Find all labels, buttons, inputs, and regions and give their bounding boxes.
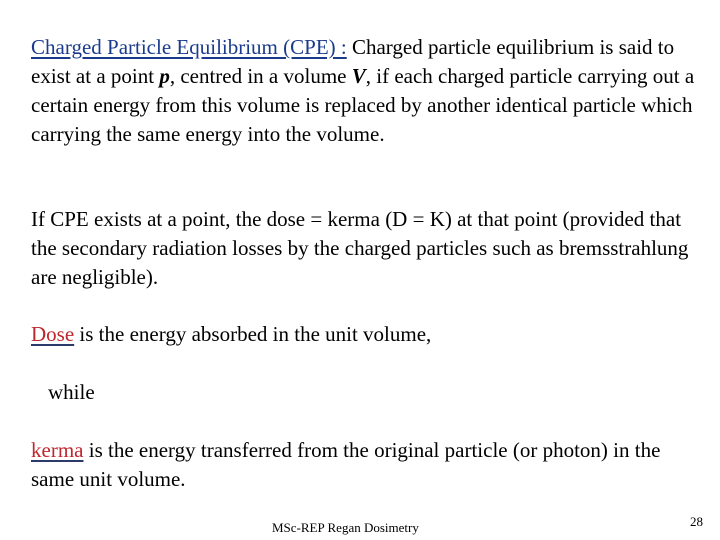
cpe-definition-paragraph [31, 33, 701, 149]
dose-term: Dose [31, 322, 75, 346]
cpe-text-a: Charged particle equilibrium is said to exist at a point [31, 35, 675, 88]
dose-definition-paragraph [31, 320, 701, 349]
slide-footer: MSc-REP Regan Dosimetry [272, 520, 419, 535]
volume-symbol: V [351, 64, 366, 88]
dose-kerma-paragraph: If CPE exists at a point, the dose = kerma (D = K) at that point (provided that the secondary radiation losses by the charged particles such as bremsstrahlung are negligible). [31, 207, 689, 289]
cpe-text-c: , if each charged particle carrying out a certain energy from this volume is replaced by another identical particle which carrying the same energy into the volume. [31, 64, 695, 146]
kerma-definition-paragraph [31, 436, 701, 494]
cpe-text-b: , centred in a volume [169, 64, 352, 88]
cpe-term: Charged Particle Equilibrium (CPE) : [31, 35, 347, 59]
page-number: 28 [690, 514, 703, 529]
kerma-term: kerma [31, 438, 84, 462]
while-connector: while [48, 380, 95, 404]
point-symbol: p [159, 64, 170, 88]
dose-text: is the energy absorbed in the unit volume, [74, 322, 432, 346]
kerma-text: is the energy transferred from the original particle (or photon) in the same unit volume. [31, 438, 661, 491]
